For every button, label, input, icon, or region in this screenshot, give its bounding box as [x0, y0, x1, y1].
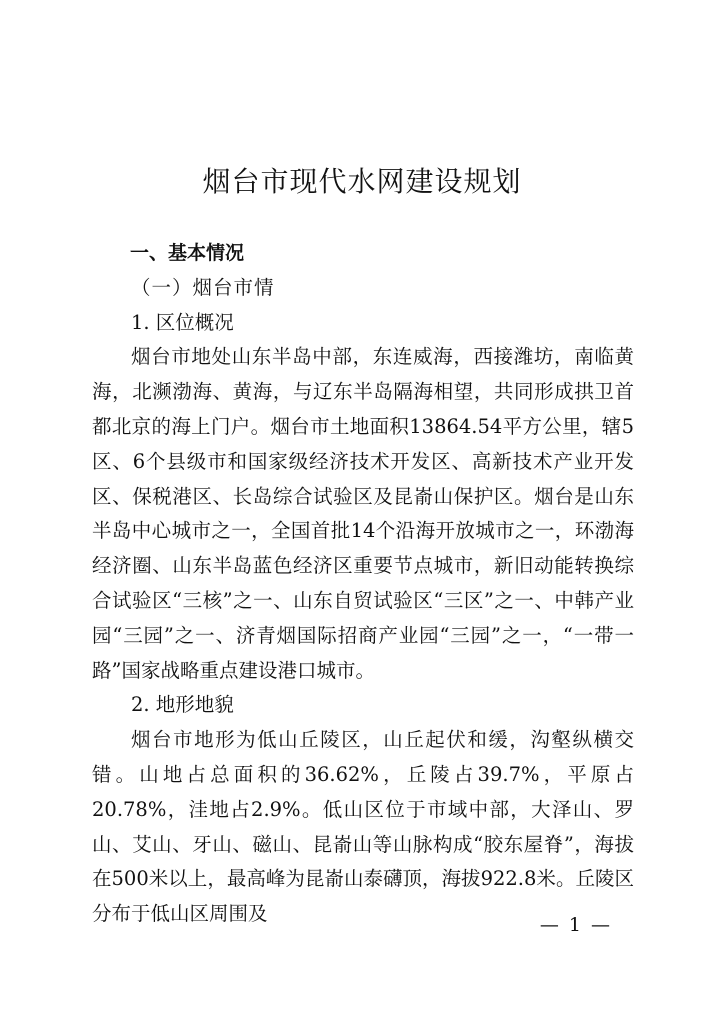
document-body [92, 236, 634, 932]
page-number: — 1 — [539, 914, 612, 936]
section-heading-basic-info: 一、基本情况 [130, 242, 245, 264]
paragraph-terrain: 烟台市地形为低山丘陵区，山丘起伏和缓，沟壑纵横交错。山地占总面积的36.62%，丘陵占39.7%，平原占20.78%，洼地占2.9%。低山区位于市域中部，大泽山、罗山、艾山、牙山、磁山、昆嵛山等山脉构成“胶东屋脊”，海拔在500米以上，最高峰为昆嵛山泰礴顶，海拔922.8米。丘陵区分布于低山区周围及 [92, 728, 634, 926]
document-title: 烟台市现代水网建设规划 [202, 165, 522, 198]
topic-heading-terrain: 2. 地形地貌 [131, 693, 234, 717]
paragraph-location: 烟台市地处山东半岛中部，东连威海，西接潍坊，南临黄海，北濒渤海、黄海，与辽东半岛隔海相望，共同形成拱卫首都北京的海上门户。烟台市土地面积13864.54平方公里，辖5区、6个县级市和国家级经济技术开发区、高新技术产业开发区、保税港区、长岛综合试验区及昆嵛山保护区。烟台是山东半岛中心城市之一，全国首批14个沿海开放城市之一，环渤海经济圈、山东半岛蓝色经济区重要节点城市，新旧动能转换综合试验区“三核”之一、山东自贸试验区“三区”之一、中韩产业园“三园”之一、济青烟国际招商产业园“三园”之一，“一带一路”国家战略重点建设港口城市。 [92, 345, 634, 682]
topic-heading-location: 1. 区位概况 [131, 310, 234, 334]
subsection-heading-yantai: （一）烟台市情 [131, 275, 275, 299]
